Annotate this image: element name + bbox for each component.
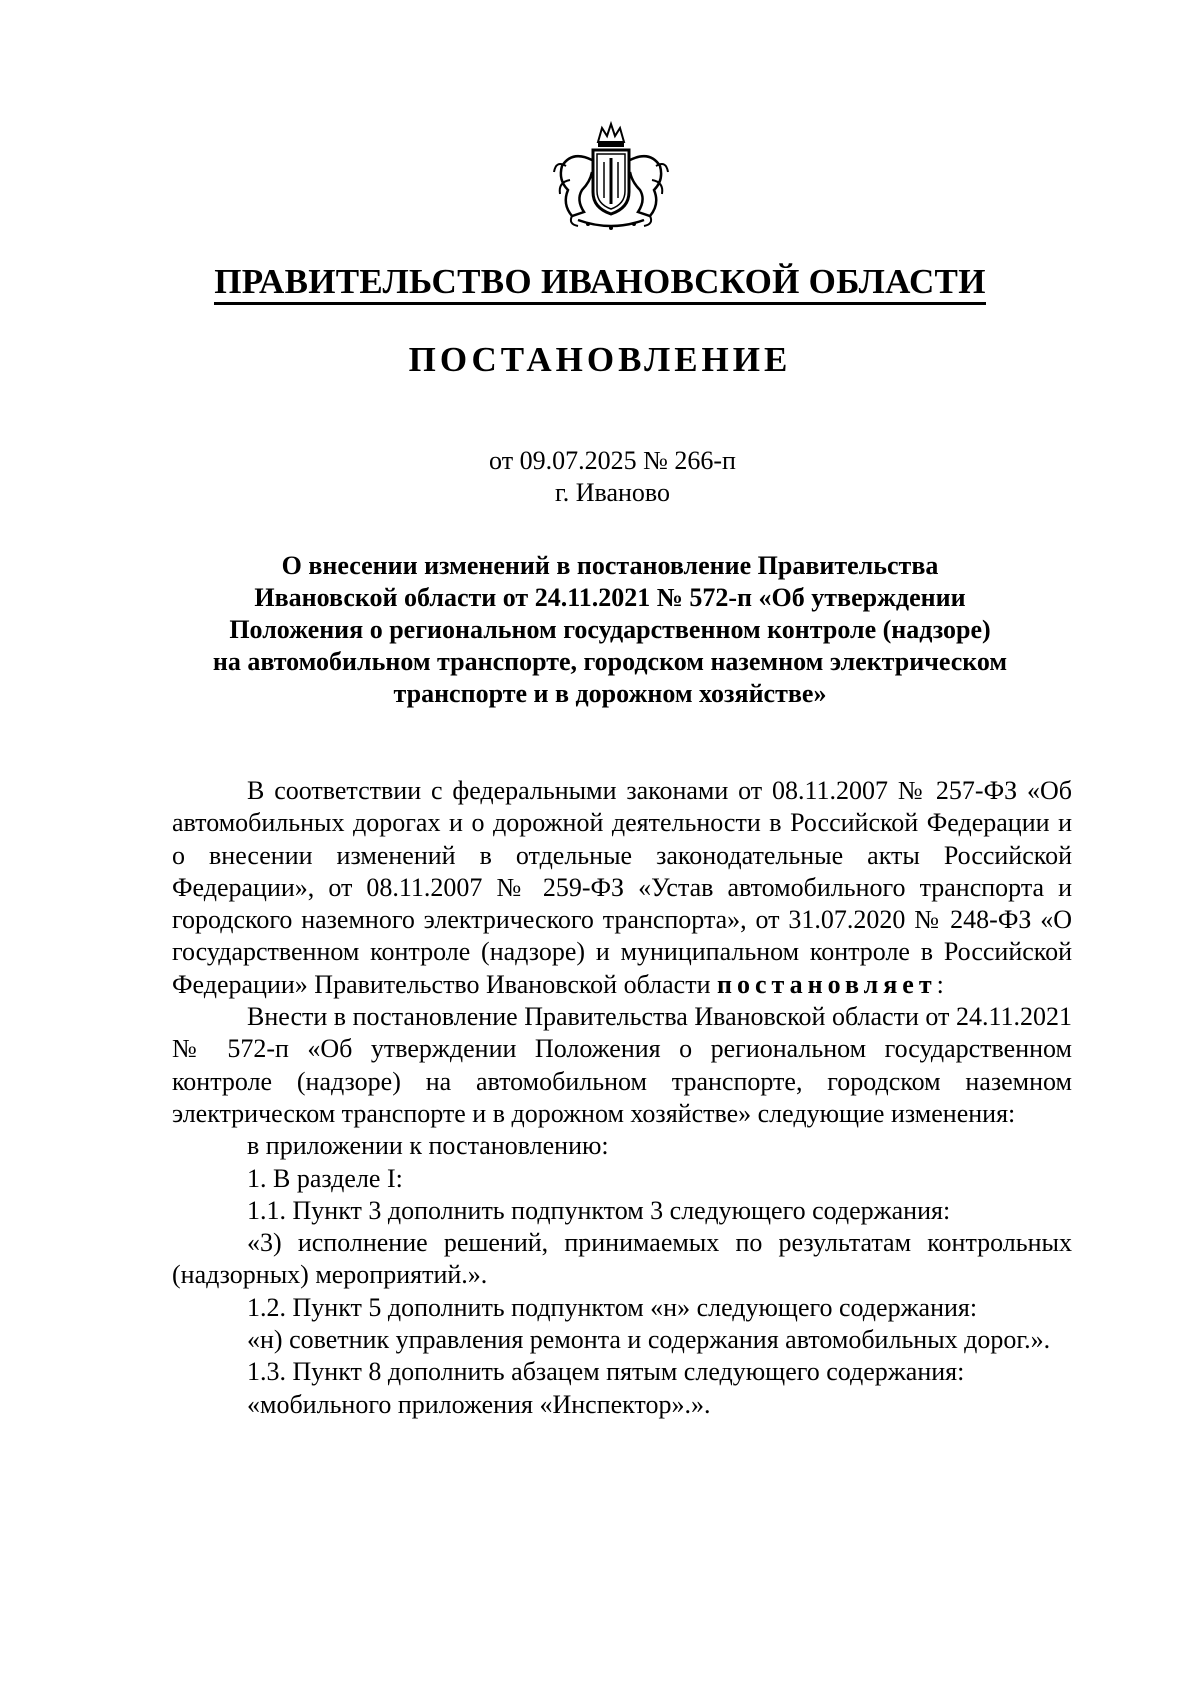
- document-subject: [170, 550, 1050, 710]
- section-1-paragraph: 1. В разделе I:: [247, 1163, 403, 1193]
- document-body: [172, 775, 1072, 1421]
- government-title: [0, 262, 1200, 302]
- subject-line: Положения о региональном государственном контроле (надзоре): [229, 615, 991, 644]
- subject-line: на автомобильном транспорте, городском наземном электрическом: [212, 647, 1008, 676]
- government-title-text: ПРАВИТЕЛЬСТВО ИВАНОВСКОЙ ОБЛАСТИ: [214, 262, 985, 305]
- preamble-paragraph: [172, 775, 1072, 1001]
- document-meta: [0, 445, 1200, 509]
- subject-line: транспорте и в дорожном хозяйстве»: [393, 679, 827, 708]
- decree-word: постановляет: [717, 969, 937, 999]
- appendix-paragraph: в приложении к постановлению:: [247, 1131, 609, 1161]
- subject-line: О внесении изменений в постановление Правительства: [281, 551, 939, 580]
- item-1-2-paragraph: 1.2. Пункт 5 дополнить подпунктом «н» следующего содержания:: [247, 1292, 978, 1322]
- city: г. Иваново: [555, 478, 670, 507]
- decree-colon: :: [936, 969, 944, 999]
- document-type: ПОСТАНОВЛЕНИЕ: [408, 340, 792, 379]
- preamble-text: В соответствии с федеральными законами от 08.11.2007 № 257-ФЗ «Об автомобильных дорогах и о дорожной деятельности в Российской Федерации и о внесении изменений в отдельные законодательные акты Российской Федерации», от 08.11.2007 № 259-ФЗ «Устав автомобильного транспорта и городского наземного электрического транспорта», от 31.07.2020 № 248-ФЗ «О государственном контроле (надзоре) и муниципальном контроле в Российской Федерации» Правительство Ивановской области: [172, 776, 1072, 999]
- coat-of-arms-icon: [548, 120, 674, 232]
- item-1-2-text-paragraph: «н) советник управления ремонта и содержания автомобильных дорог.».: [247, 1325, 1051, 1355]
- item-1-1-text-paragraph: «3) исполнение решений, принимаемых по результатам контрольных (надзорных) мероприятий.».: [172, 1228, 1072, 1290]
- amend-paragraph: Внести в постановление Правительства Ивановской области от 24.11.2021 № 572-п «Об утверждении Положения о региональном государственном контроле (надзоре) на автомобильном транспорте, городском наземном электрическом транспорте и в дорожном хозяйстве» следующие изменения:: [172, 1002, 1072, 1128]
- date-number: от 09.07.2025 № 266-п: [489, 446, 736, 475]
- item-1-1-paragraph: 1.1. Пункт 3 дополнить подпунктом 3 следующего содержания:: [247, 1195, 951, 1225]
- item-1-3-paragraph: 1.3. Пункт 8 дополнить абзацем пятым следующего содержания:: [247, 1357, 965, 1387]
- subject-line: Ивановской области от 24.11.2021 № 572-п «Об утверждении: [254, 583, 966, 612]
- item-1-3-text-paragraph: «мобильного приложения «Инспектор».».: [247, 1389, 711, 1419]
